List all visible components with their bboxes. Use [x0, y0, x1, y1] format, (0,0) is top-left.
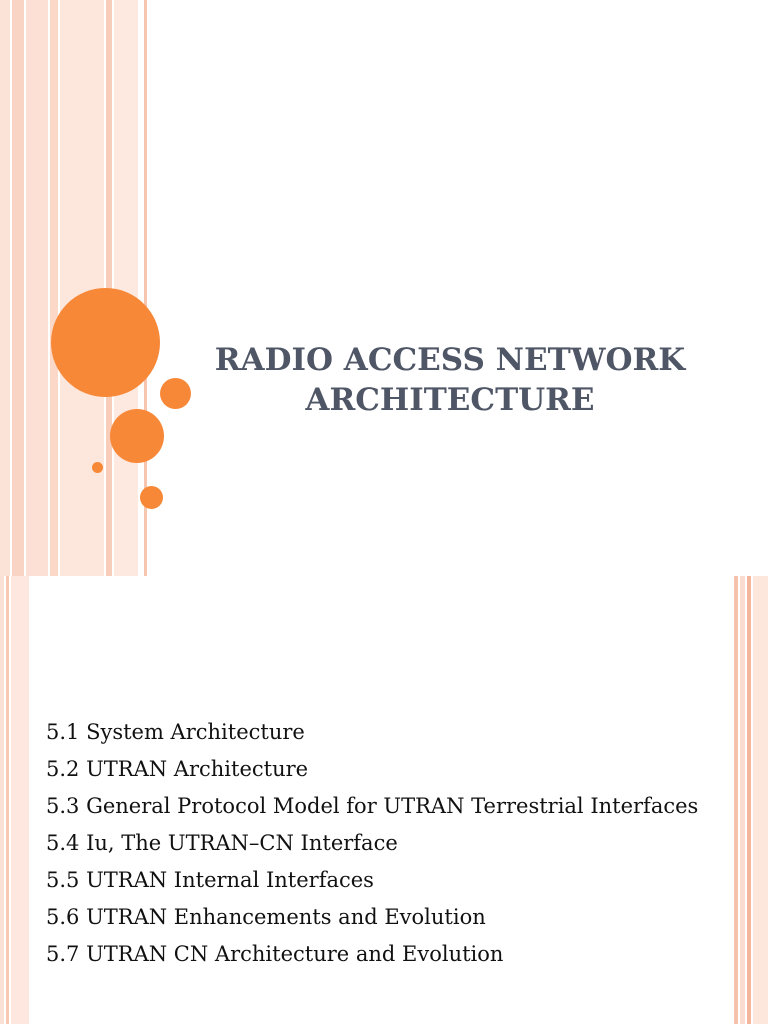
decorative-stripe: [26, 0, 48, 576]
decorative-stripe: [0, 0, 10, 576]
slide-title-line-2: ARCHITECTURE: [305, 382, 595, 418]
toc-item: 5.2 UTRAN Architecture: [46, 757, 309, 781]
decorative-circle-medium: [110, 409, 164, 463]
table-of-contents: [46, 714, 726, 973]
toc-item: 5.1 System Architecture: [46, 720, 305, 744]
slide-title-line-1: RADIO ACCESS NETWORK: [214, 342, 686, 378]
slide-title: [190, 340, 710, 420]
toc-item: 5.4 Iu, The UTRAN–CN Interface: [46, 831, 398, 855]
decorative-circle-small: [160, 378, 191, 409]
decorative-stripe: [11, 576, 29, 1024]
toc-item: 5.7 UTRAN CN Architecture and Evolution: [46, 942, 504, 966]
decorative-stripe: [6, 576, 9, 1024]
decorative-stripe: [753, 576, 768, 1024]
decorative-circle-large: [51, 288, 160, 397]
decorative-circle-tiny: [92, 462, 103, 473]
decorative-stripe: [50, 0, 58, 576]
toc-item: 5.5 UTRAN Internal Interfaces: [46, 868, 374, 892]
decorative-stripe: [114, 0, 138, 576]
decorative-stripe: [0, 576, 4, 1024]
decorative-stripe: [734, 576, 738, 1024]
decorative-stripe: [747, 576, 751, 1024]
toc-item: 5.6 UTRAN Enhancements and Evolution: [46, 905, 486, 929]
contents-slide: [0, 576, 768, 1024]
decorative-stripe: [740, 576, 745, 1024]
toc-item: 5.3 General Protocol Model for UTRAN Terrestrial Interfaces: [46, 794, 699, 818]
decorative-circle-small: [140, 486, 163, 509]
decorative-stripe: [12, 0, 24, 576]
